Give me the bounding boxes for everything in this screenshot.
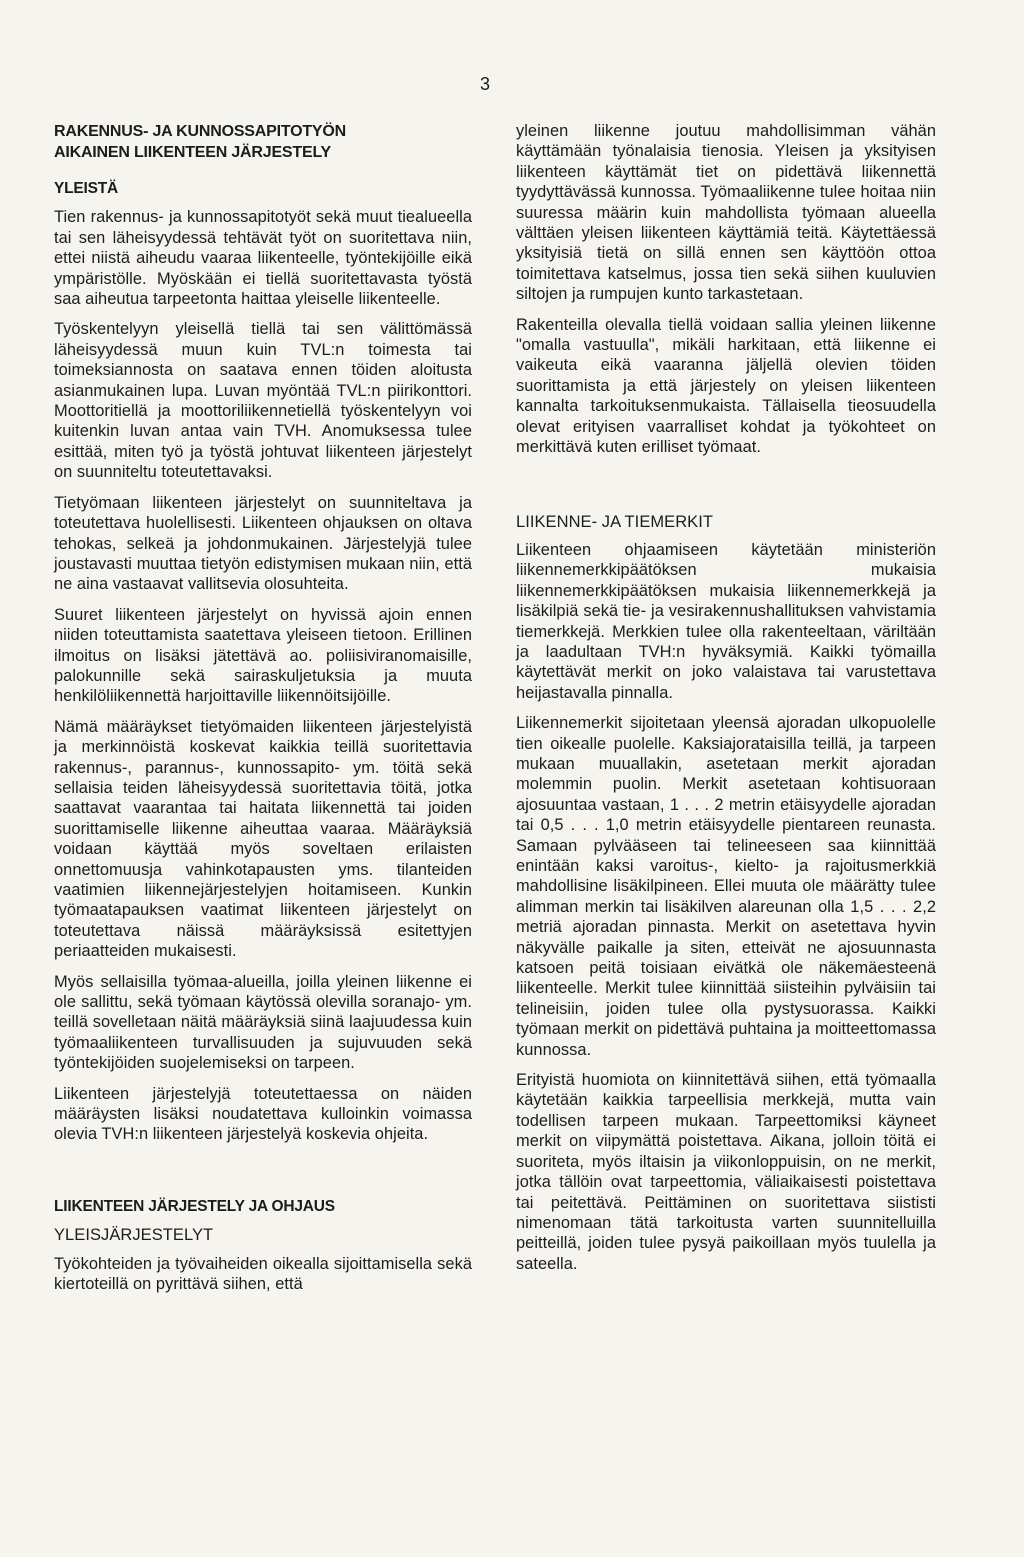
paragraph: Työskentelyyn yleisellä tiellä tai sen välittömässä läheisyydessä muun kuin TVL:n toimesta tai toimeksiannosta on saatava ennen töiden aloitusta asianmukainen lupa. Luvan myöntää TVL:n piirikonttori. Moottoritiellä ja moottoriliikennetiellä työskentelyyn voi kuitenkin luvan antaa vain TVH. Anomuksessa tulee esittää, miten työ ja työstä johtuvat liikenteen järjestelyt on suunniteltu toteutettavaksi. xyxy=(54,320,472,482)
main-heading-line-1: RAKENNUS- JA KUNNOSSAPITOTYÖN xyxy=(54,123,347,140)
subheading-general: YLEISTÄ xyxy=(54,180,119,197)
paragraph: Suuret liikenteen järjestelyt on hyvissä ajoin ennen niiden toteuttamista saatettava yleiseen tietoon. Erillinen ilmoitus on lisäksi jätettävä ao. poliisiviranomaisille, palokunnille sekä sairaskuljetuksia ja muuta henkilöliikennettä harjoittaville liikennöitsijöille. xyxy=(54,605,472,706)
paragraph: Myös sellaisilla työmaa-alueilla, joilla yleinen liikenne ei ole sallittu, sekä työmaan käytössä olevilla soranajo- ym. teillä sovelletaan näitä määräyksiä siinä laajuudessa kuin työmaaliikenteen turvallisuuden ja sujuvuuden sekä työntekijöiden suojelemiseksi on tarpeen. xyxy=(54,972,472,1073)
paragraph: Liikenteen järjestelyjä toteutettaessa on näiden määräysten lisäksi noudatettava kulloinkin voimassa olevia TVH:n liikenteen järjestelyä koskevia ohjeita. xyxy=(54,1084,472,1144)
paragraph: Nämä määräykset tietyömaiden liikenteen järjestelyistä ja merkinnöistä koskevat kaikkia teillä suoritettavia rakennus-, parannus-, kunnossapito- ym. töitä sekä sellaisia teiden läheisyydessä suoritettavia töitä, jotka saattavat vaarantaa tai haitata liikennettä tai joiden suorittamiselle liikenne aiheuttaa vaaraa. Määräyksiä voidaan käyttää myös soveltaen erilaisten onnettomuusja vahinkotapausten yms. tilanteiden vaatimien liikennejärjestelyjen hoitamiseen. Kunkin työmaatapauksen vaatimat liikenteen järjestelyt on toteutettava näissä määräyksissä esitettyjen periaatteiden mukaisesti. xyxy=(54,717,472,961)
paragraph: Liikenteen ohjaamiseen käytetään ministeriön liikennemerkkipäätöksen mukaisia liikennemerkkipäätöksen mukaisia liikennemerkkejä ja lisäkilpiä sekä tie- ja vesirakennushallituksen vahvistamia tiemerkkejä. Merkkien tulee olla rakenteeltaan, väriltään ja laadultaan TVH:n hyväksymiä. Kaikki työmailla käytettävät merkit on joko valaistava tai varustettava heijastavalla pinnalla. xyxy=(516,540,936,702)
section-heading-traffic-signs: LIIKENNE- JA TIEMERKIT xyxy=(516,512,714,531)
paragraph: Liikennemerkit sijoitetaan yleensä ajoradan ulkopuolelle tien oikealle puolelle. Kaksiajorataisilla teillä, ja tarpeen mukaan muuallakin, asetetaan merkit ajoradan molemmin puolin. Merkit asetetaan kohtisuoraan ajosuuntaa vastaan, 1 . . . 2 metrin etäisyydelle ajoradan tai 0,5 . . . 1,0 metrin etäisyydelle pientareen reunasta. Samaan pylvääseen tai telineeseen saa kiinnittää enintään kaksi varoitus-, kielto- ja rajoitusmerkkiä mahdollisine lisäkilpineen. Ellei muuta ole määrätty tulee alimman merkin tai lisäkilven alareunan olla 1,5 . . . 2,2 metriä ajoradan pinnasta. Merkit on asetettava hyvin näkyvälle paikalle ja siten, etteivät ne ajosuunnasta katsoen peitä toisiaan eivätkä ole näkemäesteenä liikenteelle. Merkit tulee kiinnittää siisteihin pylväisiin tai telineisiin, joiden tulee olla pystysuorassa. Kaikki työmaan merkit on pidettävä puhtaina ja moitteettomassa kunnossa. xyxy=(516,714,936,1059)
right-column xyxy=(516,121,936,1284)
paragraph: Tien rakennus- ja kunnossapitotyöt sekä muut tiealueella tai sen läheisyydessä tehtävät työt on suoritettava niin, ettei niistä aiheudu vaaraa liikenteelle, työntekijöille eikä ympäristölle. Myöskään ei tiellä suoritettavasta työstä saa aiheutua tarpeetonta haittaa yleiselle liikenteelle. xyxy=(54,208,472,309)
main-heading-line-2: AIKAINEN LIIKENTEEN JÄRJESTELY xyxy=(54,144,332,161)
subheading-general-arrangements: YLEISJÄRJESTELYT xyxy=(54,1226,214,1245)
paragraph: Erityistä huomiota on kiinnitettävä siihen, että työmaalla käytetään kaikkia tarpeellisia merkkejä, mutta vain todellisen tarpeen mukaan. Tarpeettomiksi käyneet merkit on viipymättä poistettava. Aikana, jolloin töitä ei suoriteta, myös iltaisin ja viikonloppuisin, on ne merkit, jotka tällöin ovat tarpeettomia, väliaikaisesti poistettava tai peitettävä. Peittäminen on suoritettava siististi nimenomaan tätä tarkoitusta varten suunnitelluilla peitteillä, joiden tulee pysyä paikoillaan myös tuulella ja sateella. xyxy=(516,1071,936,1273)
section-heading-traffic-arrangement: LIIKENTEEN JÄRJESTELY JA OHJAUS xyxy=(54,1197,335,1215)
paragraph: yleinen liikenne joutuu mahdollisimman vähän käyttämään työnalaisia tienosia. Yleisen ja yksityisen liikenteen käyttämät tiet on pidettävä liikennettä tyydyttävässä kunnossa. Työmaaliikenne tulee hoitaa niin suuressa määrin kuin mahdollista työmaan alueella välttäen yleisen liikenteen käyttämiä teitä. Käytettäessä yksityisiä tietä on sillä ennen sen käyttöön ottoa toimitettava katselmus, jossa tien sekä siihen kuuluvien siltojen ja rumpujen kunto tarkastetaan. xyxy=(516,122,936,304)
paragraph: Rakenteilla olevalla tiellä voidaan sallia yleinen liikenne "omalla vastuulla", mikäli harkitaan, että liikenne ei vaikeuta eikä vaaranna jäljellä olevien töiden suorittamista ja että järjestely on yleisen liikenteen kannalta tarkoituksenmukaista. Tällaisella tieosuudella olevat erityisen vaarralliset kohdat ja työkohteet on merkittävä kuten erilliset työmaat. xyxy=(516,315,936,457)
paragraph: Työkohteiden ja työvaiheiden oikealla sijoittamisella sekä kiertoteillä on pyrittävä siihen, että xyxy=(54,1254,472,1294)
left-column xyxy=(54,121,472,1305)
paragraph: Tietyömaan liikenteen järjestelyt on suunniteltava ja toteutettava huolellisesti. Liikenteen ohjauksen on oltava tehokas, selkeä ja johdonmukainen. Järjestelyjä tulee joustavasti muuttaa tietyön edistymisen mukaan niin, että ne aina vastaavat vallitsevia olosuhteita. xyxy=(54,493,472,594)
page-number: 3 xyxy=(480,74,491,94)
